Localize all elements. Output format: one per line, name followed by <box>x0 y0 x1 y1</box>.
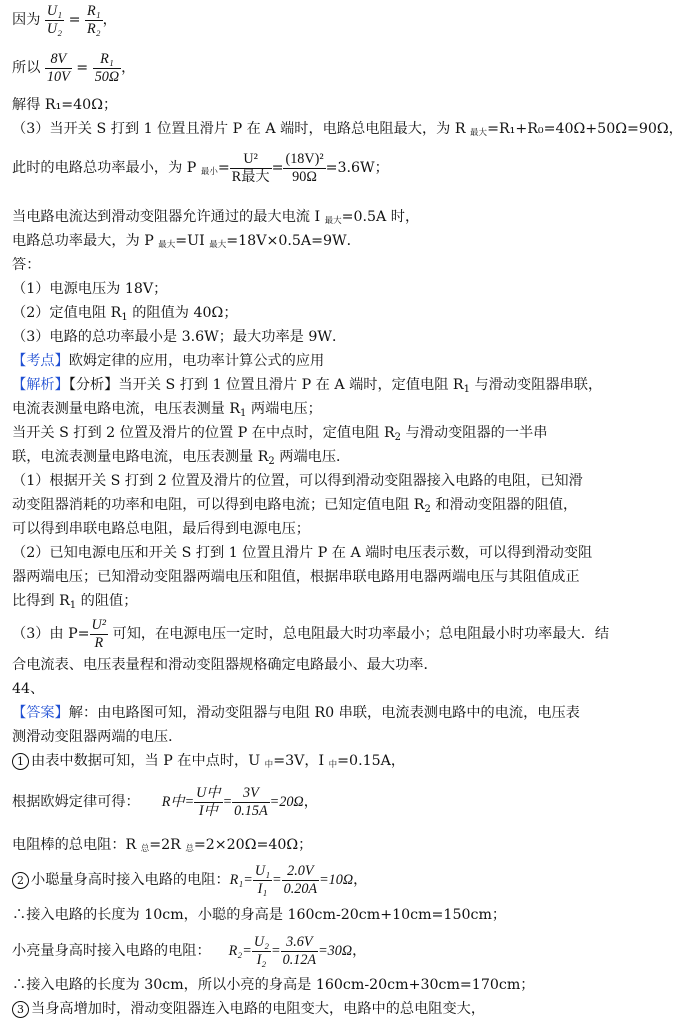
fraction: $\frac{\text{U中}}{\text{I中}}$ <box>196 784 221 819</box>
analysis-line: 合电流表、电压表量程和滑动变阻器规格确定电路最小、最大功率． <box>12 657 438 673</box>
solution-line: 当电路电流达到滑动变阻器允许通过的最大电流 I $_{最大}$=0.5A 时， <box>12 209 420 226</box>
answer-line: 3 当身高增加时，滑动变阻器连入电路的电阻变大，电路中的总电阻变大， <box>12 998 632 1020</box>
answer-line: 电阻棒的总电阻：R $_总$=2R $_总$=2×20Ω=40Ω； <box>12 837 313 854</box>
fraction: $\frac{\text{R₁}}{50\Omega}$ <box>94 50 120 85</box>
analysis-line: 当开关 S 打到 2 位置及滑片的位置 P 在中点时，定值电阻 $R_2$ 与滑动变阻器的一半串 <box>12 425 548 443</box>
tag-label: 【答案】 <box>12 705 69 721</box>
analysis-line: 动变阻器消耗的功率和电阻，可以得到电路电流；已知定值电阻 $R_2$ 和滑动变阻器的阻值， <box>12 497 578 515</box>
analysis-line: （2）已知电源电压和开关 S 打到 1 位置且滑片 P 在 A 端时电压表示数，可以得到滑动变阻 <box>12 545 593 561</box>
resistance-line: 2 小聪量身高时接入电路的电阻：R₁= $\frac{\text{U₁}}{\text{I₁}}$ = $\frac{2.0V}{0.20A}$ =10Ω， <box>12 858 632 902</box>
fraction: $\frac{\text{U²}}{R}$ <box>91 616 107 651</box>
fraction: $\frac{\text{U₂}}{\text{I₂}}$ <box>253 933 270 968</box>
knowledge-point: 【考点】欧姆定律的应用，电功率计算公式的应用 <box>12 353 325 369</box>
analysis-line: （1）根据开关 S 打到 2 位置及滑片的位置，可以得到滑动变阻器接入电路的电阻，已知滑 <box>12 473 583 489</box>
answer-line: ∴接入电路的长度为 30cm，所以小亮的身高是 160cm-20cm+30cm=170cm； <box>12 977 535 993</box>
power-min-line: 此时的电路总功率最小，为 P $_{最小}$= $\frac{\text{U²}}{\text{R最大}}$ = $\frac{\text{(18V)²}}{90\Omega}$ =3.6W； <box>12 150 389 185</box>
ohm-law-line: 根据欧姆定律可得： R中= $\frac{\text{U中}}{\text{I中}}$ = $\frac{3V}{0.15A}$ =20Ω， <box>12 784 318 819</box>
analysis-line: 电流表测量电路电流，电压表测量 $R_1$ 两端电压； <box>12 401 322 419</box>
resistance-line: 小亮量身高时接入电路的电阻： R₂= $\frac{\text{U₂}}{\text{I₂}}$ = $\frac{3.6V}{0.12A}$ =30Ω， <box>12 933 367 968</box>
analysis-formula-line: （3）由 P= $\frac{\text{U²}}{R}$ 可知，在电源电压一定时，总电阻最大时功率最小；总电阻最小时功率最大．结 <box>12 616 610 651</box>
answer-line: 1 由表中数据可知，当 P 在中点时，U $_中$=3V，I $_中$=0.15A， <box>12 750 632 776</box>
circled-number: 1 <box>12 753 29 770</box>
analysis-line: 器两端电压；已知滑动变阻器两端电压和阻值，根据串联电路用电器两端电压与其阻值成正 <box>12 569 580 585</box>
ratio-line: 因为 $\frac{\text{U₁}}{\text{U₂}}$ = $\frac{\text{R₁}}{\text{R₂}}$ ， <box>12 2 117 37</box>
text: 因为 <box>12 12 41 28</box>
circled-number: 2 <box>12 872 29 889</box>
analysis-line: 可以得到串联电路总电阻，最后得到电源电压； <box>12 521 310 537</box>
answer-line: 测滑动变阻器两端的电压． <box>12 729 183 745</box>
analysis-line: 比得到 $R_1$ 的阻值； <box>12 593 138 611</box>
solution-line: 电路总功率最大，为 P $_{最大}$=UI $_{最大}$=18V×0.5A=9W． <box>12 233 361 250</box>
question-number: 44、 <box>12 681 45 697</box>
fraction: $\frac{8V}{10V}$ <box>46 50 70 85</box>
fraction: $\frac{\text{U₁}}{\text{I₁}}$ <box>254 862 271 897</box>
answer-line: ∴接入电路的长度为 10cm，小聪的身高是 160cm-20cm+10cm=150cm； <box>12 907 507 923</box>
fraction: $\frac{\text{U₁}}{\text{U₂}}$ <box>46 2 63 37</box>
ratio-values-line: 所以 $\frac{8V}{10V}$ = $\frac{\text{R₁}}{50\Omega}$ ， <box>12 50 136 85</box>
answer-line: （2）定值电阻 $R_1$ 的阻值为 40Ω； <box>12 305 238 323</box>
solution-line: （3）当开关 S 打到 1 位置且滑片 P 在 A 端时，电路总电阻最大，为 R $_{最大}$=R₁+R₀=40Ω+50Ω=90Ω， <box>12 121 683 138</box>
answer-line: （1）电源电压为 18V； <box>12 281 168 297</box>
answer-line: 【答案】解：由电路图可知，滑动变阻器与电阻 R0 串联，电流表测电路中的电流，电压表 <box>12 705 580 721</box>
fraction: $\frac{3V}{0.15A}$ <box>234 784 268 819</box>
analysis-line: 【解析】【分析】当开关 S 打到 1 位置且滑片 P 在 A 端时，定值电阻 $R_1$ 与滑动变阻器串联， <box>12 377 603 395</box>
tag-label: 【考点】 <box>12 353 69 369</box>
fraction: $\frac{2.0V}{0.20A}$ <box>283 862 318 897</box>
fraction: $\frac{\text{U²}}{\text{R最大}}$ <box>231 150 270 185</box>
tag-label: 【解析】 <box>12 377 69 393</box>
analysis-line: 联，电流表测量电路电流，电压表测量 $R_2$ 两端电压． <box>12 449 351 467</box>
circled-number: 3 <box>12 1001 29 1018</box>
solution-line: 解得 R₁=40Ω； <box>12 97 118 113</box>
answer-heading: 答： <box>12 257 41 273</box>
fraction: $\frac{\text{R₁}}{\text{R₂}}$ <box>87 2 101 37</box>
answer-line: （3）电路的总功率最小是 3.6W；最大功率是 9W． <box>12 329 347 345</box>
fraction: $\frac{\text{(18V)²}}{90\Omega}$ <box>285 150 324 185</box>
fraction: $\frac{3.6V}{0.12A}$ <box>282 933 317 968</box>
